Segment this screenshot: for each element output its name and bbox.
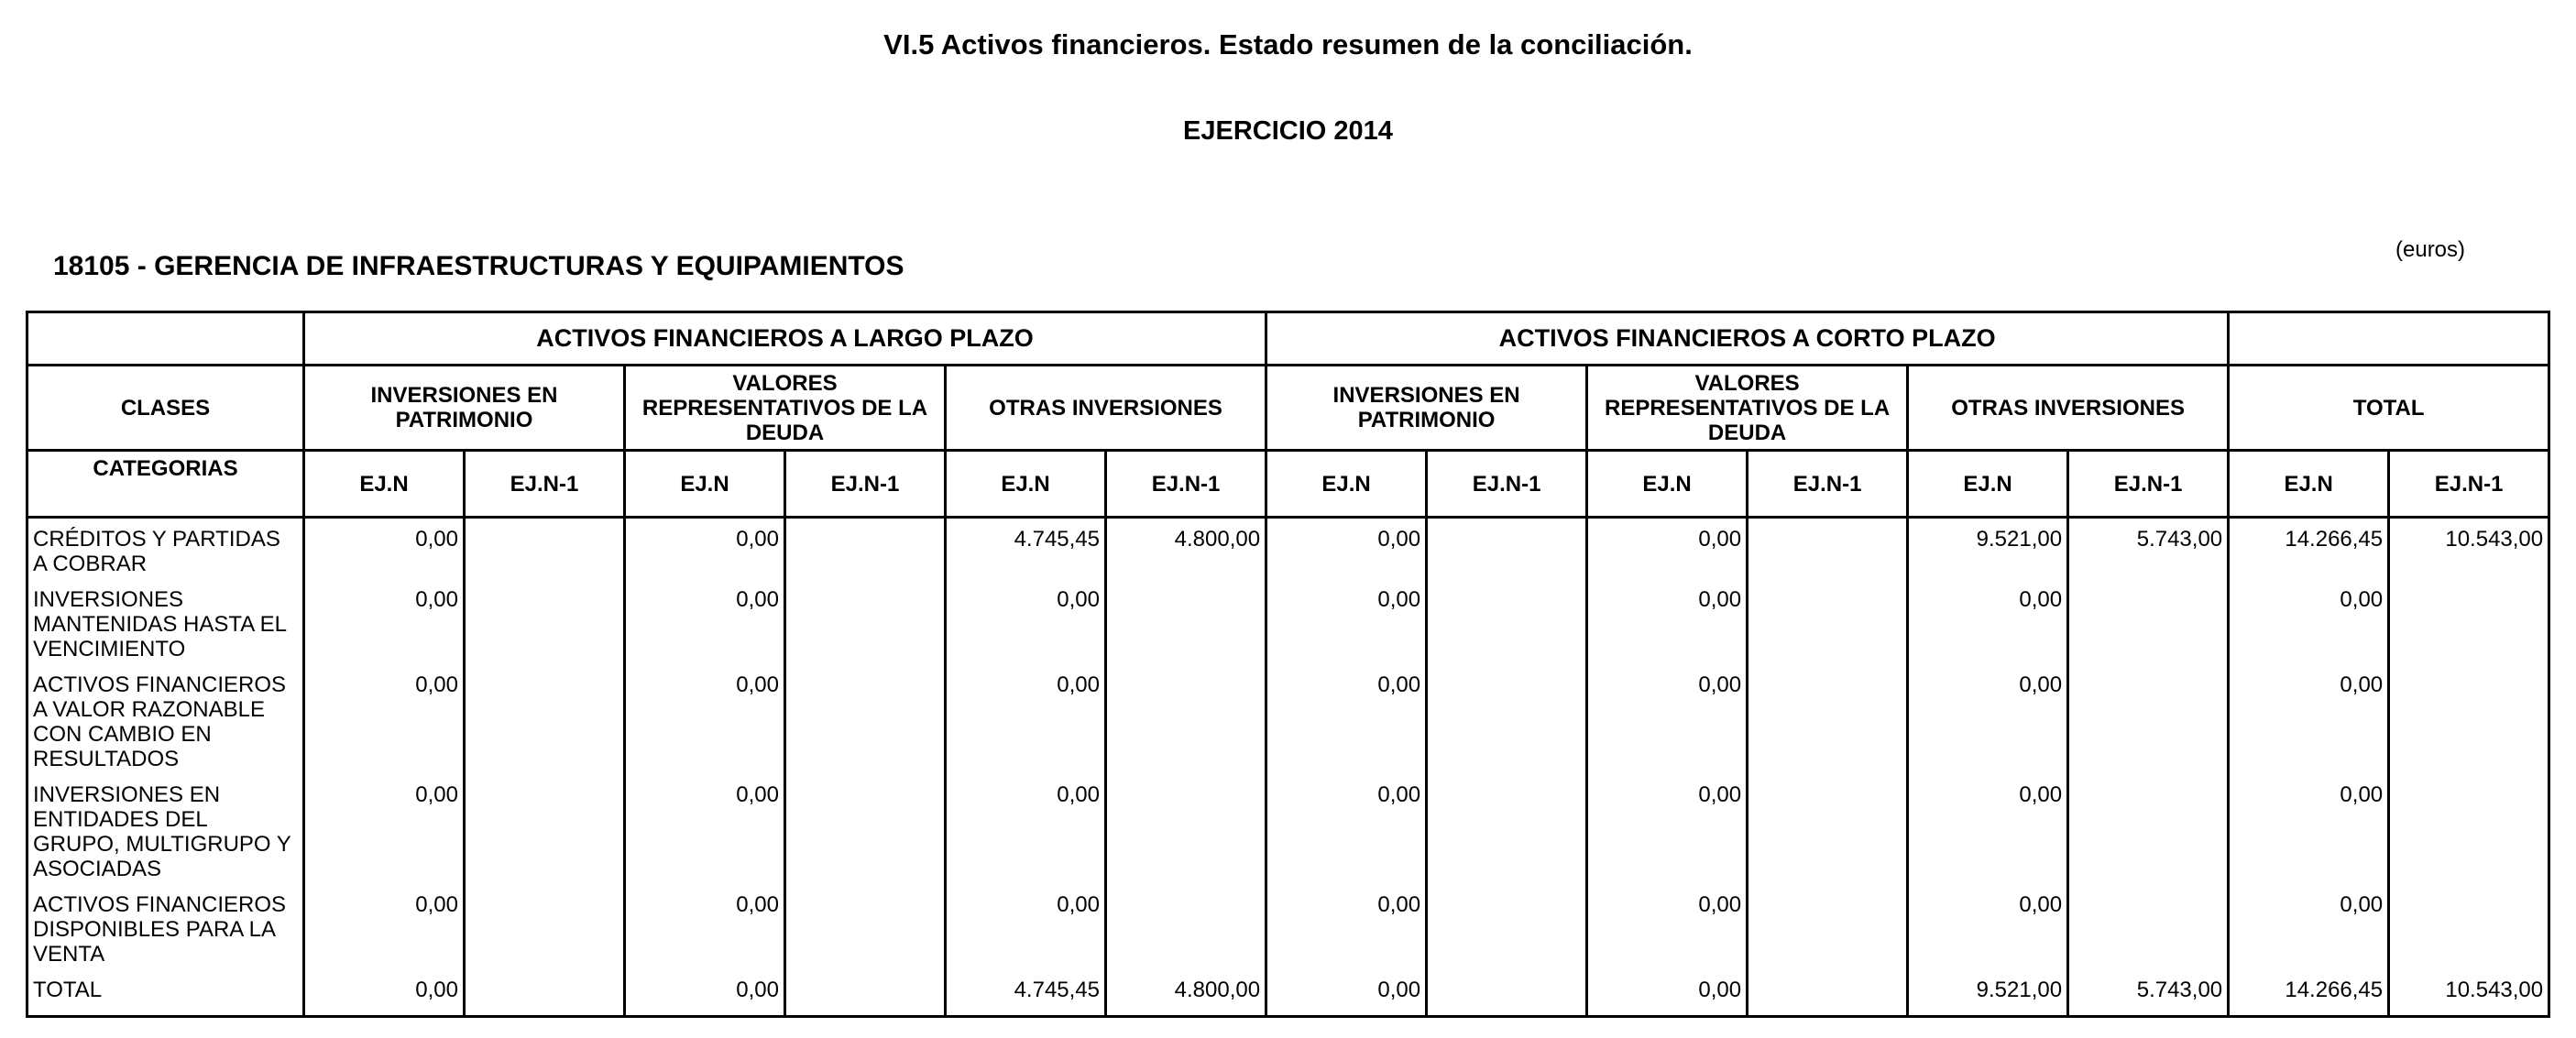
value-cell: 5.743,00 xyxy=(2068,972,2229,1017)
value-cell: 0,00 xyxy=(946,777,1106,887)
value-cell: 0,00 xyxy=(1908,582,2068,667)
value-cell xyxy=(1106,582,1266,667)
header-row-groups xyxy=(27,312,2549,366)
value-cell: 0,00 xyxy=(1908,667,2068,777)
value-cell: 0,00 xyxy=(1266,972,1427,1017)
value-cell: 0,00 xyxy=(625,887,785,972)
value-cell xyxy=(1427,667,1587,777)
value-cell xyxy=(2068,887,2229,972)
value-cell: 4.745,45 xyxy=(946,518,1106,583)
header-ej-n1: EJ.N-1 xyxy=(1106,451,1266,518)
value-cell xyxy=(2389,887,2549,972)
currency-unit: (euros) xyxy=(2395,237,2466,262)
value-cell: 0,00 xyxy=(1266,667,1427,777)
value-cell xyxy=(465,887,625,972)
value-cell: 0,00 xyxy=(1266,887,1427,972)
header-ej-n1: EJ.N-1 xyxy=(2389,451,2549,518)
value-cell: 0,00 xyxy=(946,667,1106,777)
page-title: VI.5 Activos financieros. Estado resumen de la conciliación. xyxy=(883,28,1693,60)
header-long-term: ACTIVOS FINANCIEROS A LARGO PLAZO xyxy=(304,312,1266,366)
header-empty-cell xyxy=(27,312,304,366)
value-cell xyxy=(1748,777,1908,887)
header-ej-n: EJ.N xyxy=(625,451,785,518)
value-cell: 0,00 xyxy=(2229,582,2389,667)
header-ej-n: EJ.N xyxy=(1266,451,1427,518)
value-cell: 0,00 xyxy=(946,582,1106,667)
value-cell xyxy=(785,972,946,1017)
value-cell xyxy=(1748,972,1908,1017)
header-ej-n: EJ.N xyxy=(2229,451,2389,518)
value-cell xyxy=(785,582,946,667)
value-cell xyxy=(2068,777,2229,887)
value-cell xyxy=(465,667,625,777)
header-ej-n: EJ.N xyxy=(946,451,1106,518)
header-st-otras: OTRAS INVERSIONES xyxy=(1908,366,2229,451)
value-cell xyxy=(2068,582,2229,667)
table-row xyxy=(27,667,2549,777)
value-cell xyxy=(1748,582,1908,667)
value-cell xyxy=(1106,777,1266,887)
header-ej-n: EJ.N xyxy=(1587,451,1748,518)
value-cell: 10.543,00 xyxy=(2389,972,2549,1017)
value-cell: 14.266,45 xyxy=(2229,972,2389,1017)
header-ej-n: EJ.N xyxy=(304,451,465,518)
value-cell: 4.800,00 xyxy=(1106,518,1266,583)
value-cell: 0,00 xyxy=(1266,518,1427,583)
table-row xyxy=(27,518,2549,583)
header-ej-n: EJ.N xyxy=(1908,451,2068,518)
value-cell: 5.743,00 xyxy=(2068,518,2229,583)
value-cell: 0,00 xyxy=(2229,777,2389,887)
header-lt-otras: OTRAS INVERSIONES xyxy=(946,366,1266,451)
value-cell: 0,00 xyxy=(2229,887,2389,972)
value-cell: 0,00 xyxy=(1587,972,1748,1017)
header-categories: CATEGORIAS xyxy=(27,451,304,518)
header-classes: CLASES xyxy=(27,366,304,451)
value-cell: 0,00 xyxy=(1908,777,2068,887)
header-ej-n1: EJ.N-1 xyxy=(2068,451,2229,518)
value-cell: 0,00 xyxy=(304,887,465,972)
exercise-year: EJERCICIO 2014 xyxy=(1183,116,1393,146)
value-cell: 0,00 xyxy=(304,667,465,777)
value-cell: 10.543,00 xyxy=(2389,518,2549,583)
value-cell: 0,00 xyxy=(304,582,465,667)
value-cell: 0,00 xyxy=(1266,777,1427,887)
value-cell: 0,00 xyxy=(625,777,785,887)
value-cell xyxy=(1427,518,1587,583)
row-label: INVERSIONES EN ENTIDADES DEL GRUPO, MULTIGRUPO Y ASOCIADAS xyxy=(27,777,304,887)
value-cell: 0,00 xyxy=(1908,887,2068,972)
value-cell: 0,00 xyxy=(625,667,785,777)
value-cell xyxy=(2389,582,2549,667)
value-cell xyxy=(465,518,625,583)
header-empty-total-cell xyxy=(2229,312,2549,366)
value-cell: 0,00 xyxy=(625,518,785,583)
value-cell xyxy=(785,887,946,972)
value-cell xyxy=(785,777,946,887)
value-cell xyxy=(1748,518,1908,583)
entity-name: 18105 - GERENCIA DE INFRAESTRUCTURAS Y EQUIPAMIENTOS xyxy=(53,251,904,281)
value-cell: 9.521,00 xyxy=(1908,518,2068,583)
value-cell: 0,00 xyxy=(2229,667,2389,777)
value-cell: 0,00 xyxy=(304,972,465,1017)
value-cell: 4.800,00 xyxy=(1106,972,1266,1017)
value-cell: 0,00 xyxy=(1587,667,1748,777)
header-ej-n1: EJ.N-1 xyxy=(785,451,946,518)
value-cell xyxy=(1106,887,1266,972)
value-cell: 0,00 xyxy=(1587,777,1748,887)
row-label: ACTIVOS FINANCIEROS DISPONIBLES PARA LA VENTA xyxy=(27,887,304,972)
reconciliation-table xyxy=(26,311,2550,1018)
value-cell xyxy=(2389,777,2549,887)
value-cell: 0,00 xyxy=(1587,887,1748,972)
value-cell xyxy=(465,777,625,887)
value-cell xyxy=(465,582,625,667)
header-ej-n1: EJ.N-1 xyxy=(1427,451,1587,518)
value-cell: 0,00 xyxy=(1266,582,1427,667)
table-row-total xyxy=(27,972,2549,1017)
header-row-classes xyxy=(27,366,2549,451)
value-cell: 0,00 xyxy=(304,518,465,583)
header-row-years xyxy=(27,451,2549,518)
value-cell xyxy=(785,518,946,583)
value-cell xyxy=(1106,667,1266,777)
value-cell xyxy=(1427,582,1587,667)
table-row xyxy=(27,887,2549,972)
header-lt-inv-patrimonio: INVERSIONES EN PATRIMONIO xyxy=(304,366,625,451)
value-cell xyxy=(1427,887,1587,972)
value-cell xyxy=(1748,887,1908,972)
value-cell: 0,00 xyxy=(625,582,785,667)
row-label: CRÉDITOS Y PARTIDAS A COBRAR xyxy=(27,518,304,583)
header-st-valores: VALORES REPRESENTATIVOS DE LA DEUDA xyxy=(1587,366,1908,451)
header-ej-n1: EJ.N-1 xyxy=(1748,451,1908,518)
value-cell: 0,00 xyxy=(946,887,1106,972)
value-cell xyxy=(2068,667,2229,777)
value-cell: 14.266,45 xyxy=(2229,518,2389,583)
table-row xyxy=(27,582,2549,667)
value-cell xyxy=(785,667,946,777)
value-cell xyxy=(2389,667,2549,777)
value-cell: 0,00 xyxy=(625,972,785,1017)
row-label: INVERSIONES MANTENIDAS HASTA EL VENCIMIENTO xyxy=(27,582,304,667)
header-st-inv-patrimonio: INVERSIONES EN PATRIMONIO xyxy=(1266,366,1587,451)
value-cell xyxy=(465,972,625,1017)
value-cell xyxy=(1427,777,1587,887)
value-cell: 0,00 xyxy=(304,777,465,887)
header-short-term: ACTIVOS FINANCIEROS A CORTO PLAZO xyxy=(1266,312,2229,366)
header-total: TOTAL xyxy=(2229,366,2549,451)
value-cell xyxy=(1748,667,1908,777)
header-ej-n1: EJ.N-1 xyxy=(465,451,625,518)
value-cell: 4.745,45 xyxy=(946,972,1106,1017)
row-label: TOTAL xyxy=(27,972,304,1017)
value-cell: 0,00 xyxy=(1587,582,1748,667)
value-cell: 9.521,00 xyxy=(1908,972,2068,1017)
header-lt-valores: VALORES REPRESENTATIVOS DE LA DEUDA xyxy=(625,366,946,451)
value-cell xyxy=(1427,972,1587,1017)
row-label: ACTIVOS FINANCIEROS A VALOR RAZONABLE CON CAMBIO EN RESULTADOS xyxy=(27,667,304,777)
table-row xyxy=(27,777,2549,887)
value-cell: 0,00 xyxy=(1587,518,1748,583)
